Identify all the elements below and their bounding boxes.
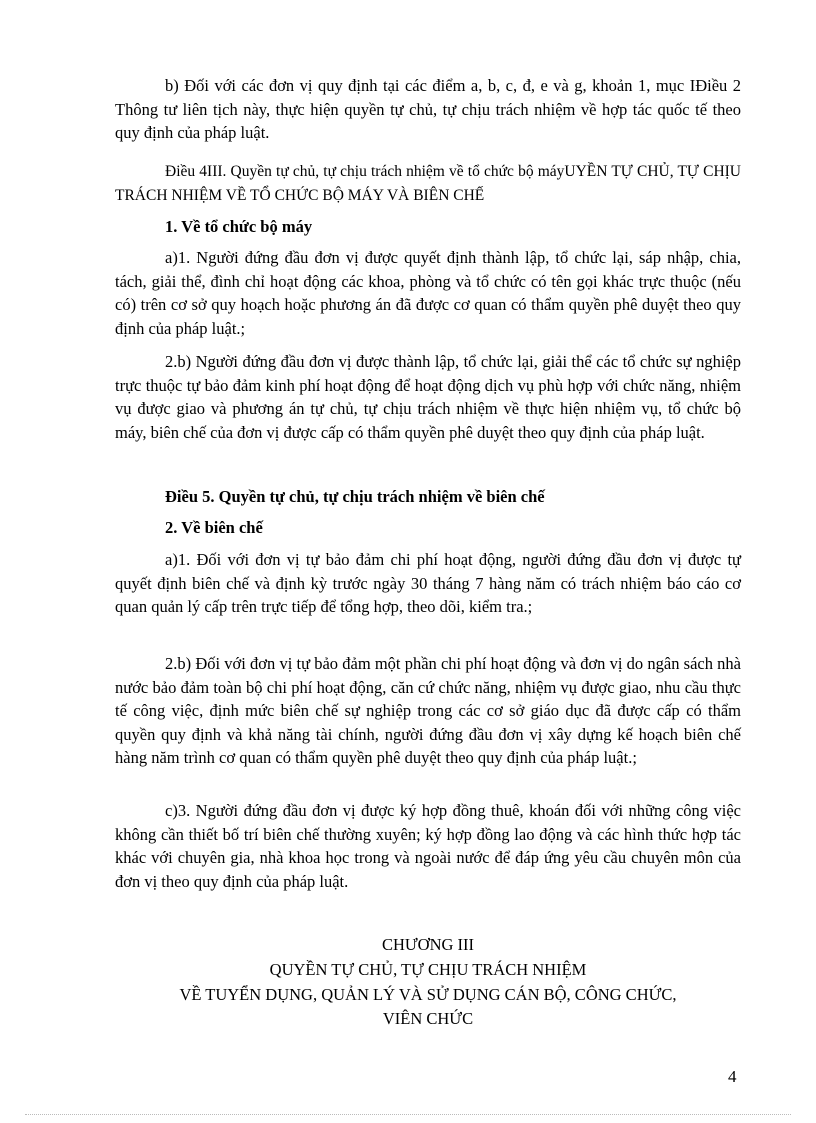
- chapter-title: CHƯƠNG III: [381, 935, 475, 954]
- paragraph-intl-cooperation: b) Đối với các đơn vị quy định tại các điểm a, b, c, đ, e và g, khoản 1, mục IĐiều 2 Thông tư liên tịch này, thực hiện quyền tự chủ, tự chịu trách nhiệm về hợp tác quốc tế theo quy định của pháp luật.: [115, 76, 741, 143]
- article-5-heading: Điều 5. Quyền tự chủ, tự chịu trách nhiệm về biên chế: [165, 487, 545, 506]
- paragraph-staff-c: c)3. Người đứng đầu đơn vị được ký hợp đồng thuê, khoán đối với những công việc không cần thiết bố trí biên chế thường xuyên; ký hợp đồng lao động và các hình thức hợp tác khác với chuyên gia, nhà khoa học trong và ngoài nước để đáp ứng yêu cầu chuyên môn của đơn vị theo quy định của pháp luật.: [115, 801, 741, 891]
- paragraph-staff-a: a)1. Đối với đơn vị tự bảo đảm chi phí hoạt động, người đứng đầu đơn vị được tự quyết định biên chế và định kỳ trước ngày 30 tháng 7 hàng năm có trách nhiệm báo cáo cơ quan quản lý cấp trên trực tiếp để tổng hợp, theo dõi, kiểm tra.;: [115, 550, 741, 617]
- article-4-heading: Điều 4III. Quyền tự chủ, tự chịu trách nhiệm về tổ chức bộ máyUYỀN TỰ CHỦ, TỰ CHỊU TRÁCH NHIỆM VỀ TỔ CHỨC BỘ MÁY VÀ BIÊN CHẾ: [115, 163, 741, 204]
- chapter-subtitle-line-3: VIÊN CHỨC: [382, 1009, 474, 1028]
- paragraph-staff-b: 2.b) Đối với đơn vị tự bảo đảm một phần chi phí hoạt động và đơn vị do ngân sách nhà nước bảo đảm toàn bộ chi phí hoạt động, căn cứ chức năng, nhiệm vụ được giao, nhu cầu thực tế công việc, định mức biên chế sự nghiệp trong các cơ sở giáo dục đã được cấp có thẩm quyền quy định và khả năng tài chính, người đứng đầu đơn vị xây dựng kế hoạch biên chế hàng năm trình cơ quan có thẩm quyền phê duyệt theo quy định của pháp luật.;: [115, 654, 741, 768]
- page-number: 4: [728, 1067, 737, 1086]
- section-heading-organization: 1. Về tổ chức bộ máy: [165, 217, 313, 236]
- chapter-subtitle-line-2: VỀ TUYỂN DỤNG, QUẢN LÝ VÀ SỬ DỤNG CÁN BỘ, CÔNG CHỨC,: [179, 985, 677, 1004]
- chapter-subtitle-line-1: QUYỀN TỰ CHỦ, TỰ CHỊU TRÁCH NHIỆM: [269, 960, 587, 979]
- section-heading-staffing: 2. Về biên chế: [165, 518, 263, 537]
- paragraph-org-a: a)1. Người đứng đầu đơn vị được quyết định thành lập, tổ chức lại, sáp nhập, chia, tách, giải thể, đình chỉ hoạt động các khoa, phòng và tổ chức có tên gọi khác trực thuộc (nếu có) trên cơ sở quy hoạch hoặc phương án đã được cơ quan có thẩm quyền phê duyệt theo quy định của pháp luật.;: [115, 248, 741, 338]
- paragraph-org-b: 2.b) Người đứng đầu đơn vị được thành lập, tổ chức lại, giải thể các tổ chức sự nghiệp trực thuộc tự bảo đảm kinh phí hoạt động để hoạt động dịch vụ phù hợp với chức năng, nhiệm vụ được giao và phương án tự chủ, tự chịu trách nhiệm về thực hiện nhiệm vụ, tổ chức bộ máy, biên chế của đơn vị được cấp có thẩm quyền phê duyệt theo quy định của pháp luật.: [115, 352, 741, 442]
- page-bottom-divider: [25, 1114, 791, 1115]
